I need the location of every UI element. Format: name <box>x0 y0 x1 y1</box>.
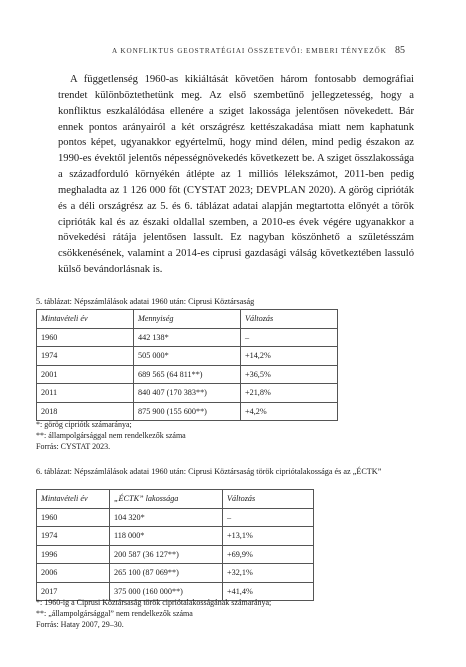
table5-header-row <box>37 310 338 329</box>
table-cell: 1960 <box>37 328 134 347</box>
table-cell: 375 000 (160 000**) <box>110 582 223 601</box>
table-row <box>37 347 338 366</box>
table6-source: Forrás: Hatay 2007, 29–30. <box>36 620 124 629</box>
table5-caption: 5. táblázat: Népszámlálások adatai 1960 után: Ciprusi Köztársaság <box>36 297 255 306</box>
table-cell: 1974 <box>37 347 134 366</box>
table-cell: 689 565 (64 811**) <box>134 365 241 384</box>
table-cell: 200 587 (36 127**) <box>110 545 223 564</box>
table-row <box>37 402 338 421</box>
table-row <box>37 384 338 403</box>
table-row <box>37 545 314 564</box>
table-cell: +32,1% <box>223 564 314 583</box>
table-cell: +69,9% <box>223 545 314 564</box>
table6-header-change: Változás <box>223 490 314 509</box>
table6-note: **: „állampolgársággal” nem rendelkezők száma <box>36 609 193 618</box>
table6-header-year: Mintavételi év <box>37 490 110 509</box>
running-head: A KONFLIKTUS GEOSTRATÉGIAI ÖSSZETEVŐI: EMBERI TÉNYEZŐK <box>112 47 387 55</box>
table-cell: +13,1% <box>223 527 314 546</box>
table-cell: 2011 <box>37 384 134 403</box>
table-row <box>37 508 314 527</box>
table6-header-row <box>37 490 314 509</box>
table5-note: *: görög cipriótk számaránya; <box>36 420 132 429</box>
table6 <box>36 489 314 601</box>
table-row <box>37 527 314 546</box>
table6-caption: 6. táblázat: Népszámlálások adatai 1960 után: Ciprusi Köztársaság török cipriótalakossága és az „ÉCTK” <box>36 467 382 476</box>
table5-header-quantity: Mennyiség <box>134 310 241 329</box>
table-cell: 505 000* <box>134 347 241 366</box>
table-cell: 2001 <box>37 365 134 384</box>
table5-header-change: Változás <box>241 310 338 329</box>
table-cell: – <box>223 508 314 527</box>
table-cell: 1974 <box>37 527 110 546</box>
table-row <box>37 564 314 583</box>
table-cell: +4,2% <box>241 402 338 421</box>
table5-header-year: Mintavételi év <box>37 310 134 329</box>
table-cell: 875 900 (155 600**) <box>134 402 241 421</box>
page-number: 85 <box>395 45 405 56</box>
table-cell: +41,4% <box>223 582 314 601</box>
table-cell: +14,2% <box>241 347 338 366</box>
table-cell: 840 407 (170 383**) <box>134 384 241 403</box>
table5 <box>36 309 338 421</box>
table-cell: 2018 <box>37 402 134 421</box>
table5-source: Forrás: CYSTAT 2023. <box>36 442 111 451</box>
table6-header-population: „ÉCTK” lakossága <box>110 490 223 509</box>
table-cell: 2017 <box>37 582 110 601</box>
table6-note: *: 1960-ig a Ciprusi Köztársaság török cipriótalakosságának számaránya; <box>36 598 272 607</box>
table-cell: 118 000* <box>110 527 223 546</box>
table-row <box>37 365 338 384</box>
table-cell: +36,5% <box>241 365 338 384</box>
table-cell: +21,8% <box>241 384 338 403</box>
table5-note: **: állampolgársággal nem rendelkezők száma <box>36 431 186 440</box>
table-cell: 442 138* <box>134 328 241 347</box>
table-cell: 265 100 (87 069**) <box>110 564 223 583</box>
table-cell: – <box>241 328 338 347</box>
body-paragraph: A függetlenség 1960-as kikiáltását követően három fontosabb demográfiai trendet különböztethetünk meg. Az első szembetűnő jellegzetesség, hogy a konfliktus eszkalálódása ellenére a sziget lakossága jelentősen növekedett. Bár ennek pontos arányairól a két országrész kettészakadása miatt nem kaphatunk pontos képet, ugyanakkor egyértelmű, hogy mind délen, mind pedig északon az 1990-es évektől jelentős népességnövekedés következett be. A sziget összlakossága a századforduló környékén átlépte az 1 milliós lélekszámot, 2011-ben pedig meghaladta az 1 126 000 főt (CYSTAT 2023; DEVPLAN 2020). A görög ciprióták és a déli országrész az 5. és 6. táblázat adatai alapján megtartotta előnyét a török ciprióták kal és az északi oldallal szemben, a 2010-es évek végére ugyanakkor a növekedési rátája jelentősen lassult. Ez nagyban köszönhető a születésszám csökkenésének, valamint a 2014-es ciprusi gazdasági válság következtében lassuló külső bevándorlásnak is. <box>58 74 414 276</box>
table-cell: 2006 <box>37 564 110 583</box>
table-cell: 1960 <box>37 508 110 527</box>
table-cell: 104 320* <box>110 508 223 527</box>
table-cell: 1996 <box>37 545 110 564</box>
table-row <box>37 328 338 347</box>
